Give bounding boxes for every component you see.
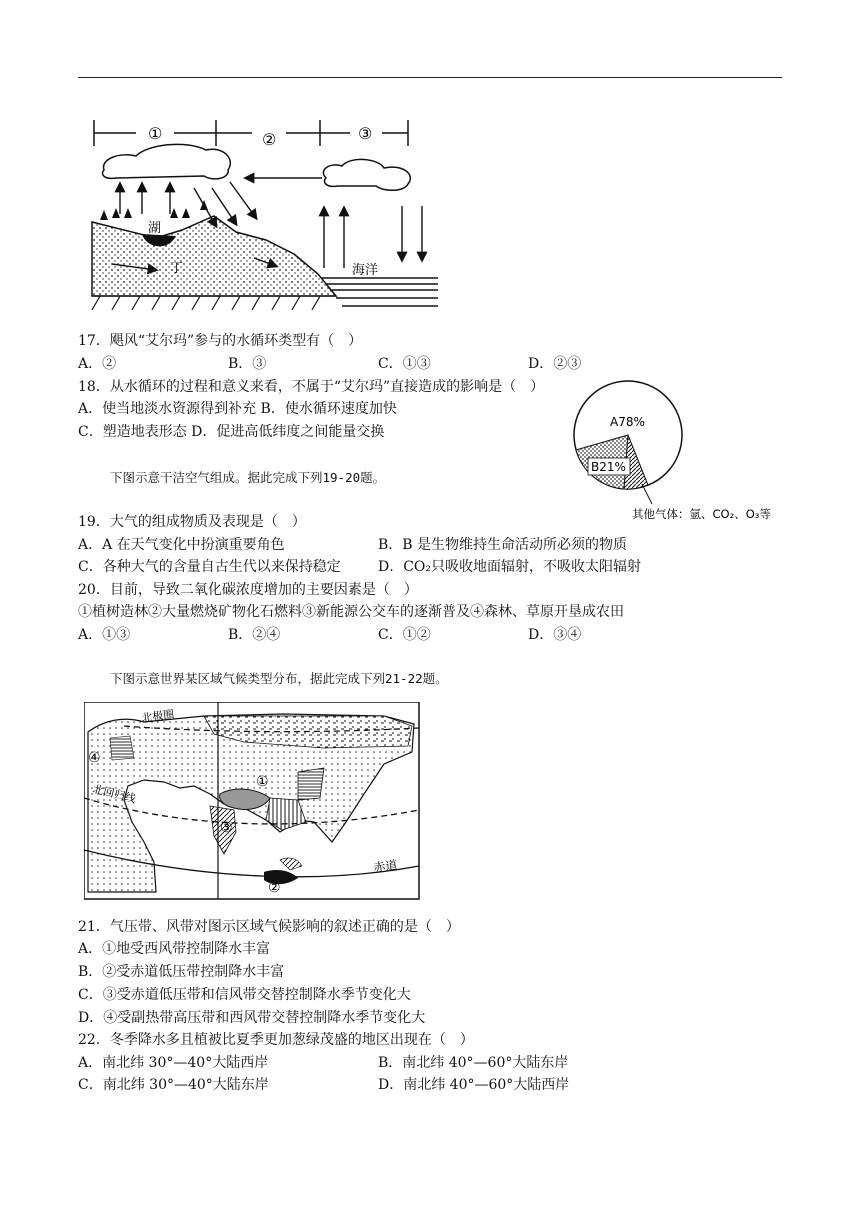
q20-option-a[interactable]: A．①③ (78, 627, 131, 643)
q20-stem: 20．目前，导致二氧化碳浓度增加的主要因素是（ ） (78, 582, 418, 598)
q18-options-ab[interactable]: A．使当地淡水资源得到补充 B．使水循环速度加快 (78, 401, 397, 417)
ding-label: 丁 (170, 261, 184, 276)
q19-option-a[interactable]: A．A 在天气变化中扮演重要角色 (78, 537, 285, 553)
q19-stem: 19．大气的组成物质及表现是（ ） (78, 514, 306, 530)
q17-option-b[interactable]: B．③ (228, 356, 267, 372)
tropic-label: 北回归线 (91, 782, 138, 806)
q17-option-a[interactable]: A．② (78, 356, 117, 372)
air-composition-pie (568, 380, 784, 530)
segment-label-1: ① (148, 124, 163, 143)
q22-option-a[interactable]: A．南北纬 30°—40°大陆西岸 (78, 1055, 269, 1071)
arctic-circle-label: 北极圈 (140, 707, 176, 725)
pie-label-other: 其他气体：氩、CO₂、O₃等 (632, 507, 771, 521)
ocean-cloud (323, 159, 410, 190)
land-cloud (103, 144, 231, 179)
q22-option-d[interactable]: D．南北纬 40°—60°大陆西岸 (378, 1077, 570, 1093)
q20-option-d[interactable]: D．③④ (528, 627, 582, 643)
q22-stem: 22．冬季降水多且植被比夏季更加葱绿茂盛的地区出现在（ ） (78, 1032, 474, 1048)
map-mark-3: ③ (220, 820, 233, 836)
q19-option-c[interactable]: C．各种大气的含量自古生代以来保持稳定 (78, 559, 341, 575)
header-rule (78, 77, 782, 78)
segment-label-2: ② (262, 130, 277, 149)
intro-21-22: 下图示意世界某区域气候类型分布，据此完成下列21-22题。 (110, 671, 448, 686)
lake-label: 湖 (148, 221, 162, 236)
q22-option-c[interactable]: C．南北纬 30°—40°大陆东岸 (78, 1077, 269, 1093)
pie-label-b: B21% (591, 460, 626, 474)
q18-stem: 18．从水循环的过程和意义来看，不属于“艾尔玛”直接造成的影响是（ ） (78, 379, 545, 395)
q19-option-d[interactable]: D．CO₂只吸收地面辐射，不吸收太阳辐射 (378, 559, 642, 575)
intro-19-20: 下图示意干洁空气组成。据此完成下列19-20题。 (110, 470, 386, 485)
q19-option-b[interactable]: B．B 是生物维持生命活动所必须的物质 (378, 537, 628, 553)
q21-option-a[interactable]: A．①地受西风带控制降水丰富 (78, 941, 271, 957)
q21-option-b[interactable]: B．②受赤道低压带控制降水丰富 (78, 964, 285, 980)
q21-option-d[interactable]: D．④受副热带高压带和西风带交替控制降水季节变化大 (78, 1010, 426, 1026)
water-cycle-figure (86, 118, 446, 326)
q17-option-c[interactable]: C．①③ (378, 356, 431, 372)
segment-label-3: ③ (358, 124, 373, 143)
q21-stem: 21．气压带、风带对图示区域气候影响的叙述正确的是（ ） (78, 919, 460, 935)
q20-factors: ①植树造林②大量燃烧矿物化石燃料③新能源公交车的逐渐普及④森林、草原开垦成农田 (78, 604, 624, 620)
q21-option-c[interactable]: C．③受赤道低压带和信风带交替控制降水季节变化大 (78, 987, 411, 1003)
ocean-label: 海洋 (352, 263, 379, 278)
map-mark-4: ④ (88, 750, 101, 766)
equator-label: 赤道 (372, 857, 399, 875)
q22-option-b[interactable]: B．南北纬 40°—60°大陆东岸 (378, 1055, 569, 1071)
pie-label-a: A78% (610, 415, 645, 429)
climate-map (84, 702, 420, 900)
q20-option-b[interactable]: B．②④ (228, 627, 281, 643)
map-mark-1: ① (256, 774, 269, 790)
map-mark-2: ② (268, 880, 281, 896)
q17-stem: 17．飓风“艾尔玛”参与的水循环类型有（ ） (78, 333, 363, 349)
land-surface (92, 216, 336, 296)
q20-option-c[interactable]: C．①② (378, 627, 431, 643)
q17-option-d[interactable]: D．②③ (528, 356, 582, 372)
q18-options-cd[interactable]: C．塑造地表形态 D．促进高低纬度之间能量交换 (78, 424, 385, 440)
